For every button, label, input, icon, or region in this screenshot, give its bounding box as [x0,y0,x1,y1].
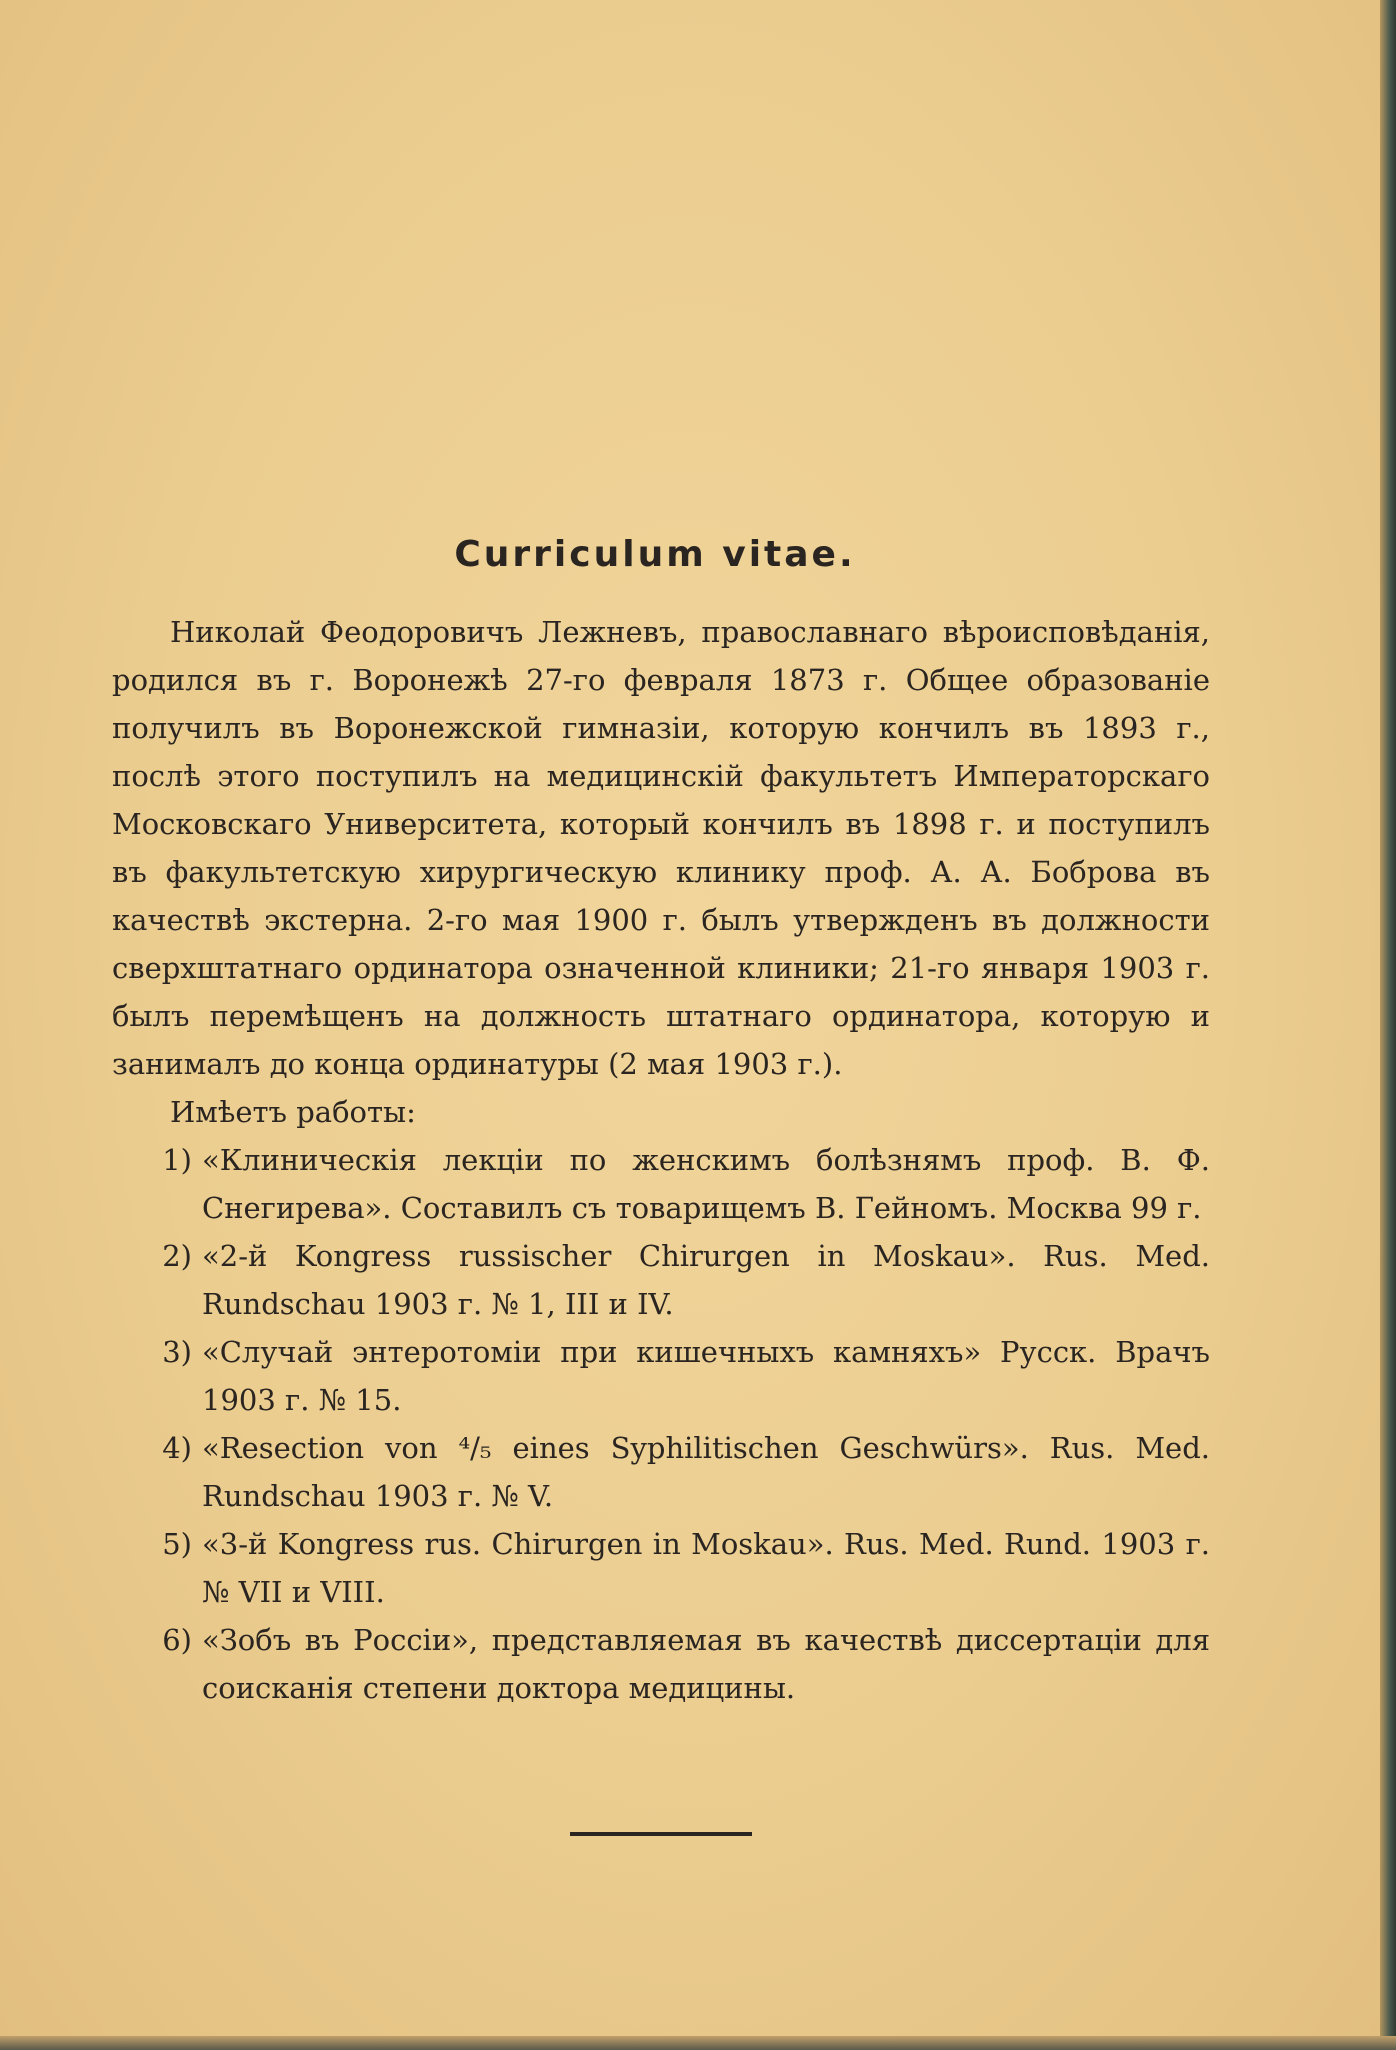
list-item-number: 1) [162,1143,192,1177]
list-item [112,1136,1210,1232]
list-item-number: 4) [162,1431,192,1465]
list-item [112,1616,1210,1712]
list-item-text: «2-й Kongress russischer Chirurgen in Moskau». Rus. Med. Rundschau 1903 г. № 1, III и IV. [202,1239,1210,1321]
list-item-number: 5) [162,1527,192,1561]
section-divider [570,1832,752,1836]
list-item-number: 3) [162,1335,192,1369]
document-body [112,608,1210,1712]
list-item-text: «Клиническія лекціи по женскимъ болѣзнямъ проф. В. Ф. Снегирева». Составилъ съ товарищемъ В. Гейномъ. Москва 99 г. [202,1143,1210,1225]
list-item-text: «Resection von ⁴/₅ eines Syphilitischen Geschwürs». Rus. Med. Rundschau 1903 г. № V. [202,1431,1210,1513]
list-item-text: «Случай энтеротоміи при кишечныхъ камняхъ» Русск. Врачъ 1903 г. № 15. [202,1335,1210,1417]
list-item [112,1424,1210,1520]
list-item-text: «3-й Kongress rus. Chirurgen in Moskau». Rus. Med. Rund. 1903 г. № VII и VIII. [202,1527,1210,1609]
list-item [112,1232,1210,1328]
page-edge-right [1380,0,1396,2050]
list-item-text: «Зобъ въ Россіи», представляемая въ качествѣ диссертаціи для соисканія степени доктора медицины. [202,1623,1210,1705]
list-item-number: 6) [162,1623,192,1657]
list-item [112,1520,1210,1616]
list-item [112,1328,1210,1424]
works-list [112,1136,1210,1712]
list-item-number: 2) [162,1239,192,1273]
works-heading: Имѣетъ работы: [170,1095,416,1129]
page-title: Curriculum vitae. [454,534,856,576]
biography-paragraph: Николай Феодоровичъ Лежневъ, православнаго вѣроисповѣданія, родился въ г. Воронежѣ 27-го февраля 1873 г. Общее образованіе получилъ въ Воронежской гимназіи, которую кончилъ въ 1893 г., послѣ этого поступилъ на медицинскій факультетъ Императорскаго Московскаго Университета, который кончилъ въ 1898 г. и поступилъ въ факультетскую хирургическую клинику проф. А. А. Боброва въ качествѣ экстерна. 2-го мая 1900 г. былъ утвержденъ въ должности сверхштатнаго ординатора означенной клиники; 21-го января 1903 г. былъ перемѣщенъ на должность штатнаго ординатора, которую и занималъ до конца ординатуры (2 мая 1903 г.). [112,615,1210,1081]
page-edge-bottom [0,2036,1396,2050]
